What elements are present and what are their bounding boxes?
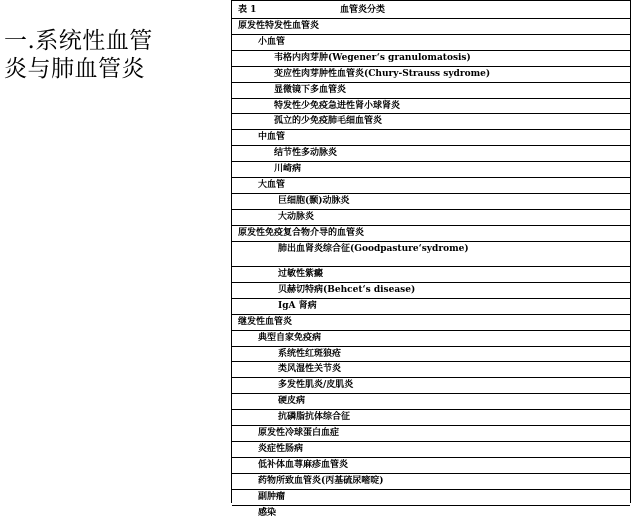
table-row xyxy=(232,361,630,377)
slide-title xyxy=(4,27,204,83)
slide-title-line2: 炎与肺血管炎 xyxy=(4,55,204,83)
table-row xyxy=(232,282,630,298)
table-row xyxy=(232,82,630,98)
table-row xyxy=(232,314,630,330)
table-row xyxy=(232,209,630,225)
table-row-label: 显微镜下多血管炎 xyxy=(274,83,346,97)
table-row xyxy=(232,441,630,457)
table-row-label: 感染 xyxy=(258,506,276,520)
table-row xyxy=(232,241,630,266)
table-row-label: 炎症性肠病 xyxy=(258,442,303,456)
table-row xyxy=(232,18,630,34)
table-row-label: 原发性免疫复合物介导的血管炎 xyxy=(238,226,364,240)
table-row-label: 巨细胞(颞)动脉炎 xyxy=(278,194,350,208)
table-row xyxy=(232,177,630,193)
vasculitis-classification-table xyxy=(231,0,631,503)
table-row xyxy=(232,346,630,362)
table-caption-number: 表 1 xyxy=(238,3,256,17)
table-row-label: 类风湿性关节炎 xyxy=(278,362,341,376)
table-caption-title: 血管炎分类 xyxy=(340,3,385,17)
table-row xyxy=(232,266,630,282)
table-row xyxy=(232,473,630,489)
table-row xyxy=(232,145,630,161)
table-row xyxy=(232,330,630,346)
slide-title-line1: 一.系统性血管 xyxy=(4,27,204,55)
table-row xyxy=(232,489,630,505)
table-row xyxy=(232,129,630,145)
table-row-label: 大动脉炎 xyxy=(278,210,314,224)
table-row xyxy=(232,161,630,177)
table-row-label: 大血管 xyxy=(258,178,285,192)
table-row xyxy=(232,50,630,66)
table-row-label: 系统性红斑狼疮 xyxy=(278,347,341,361)
table-row xyxy=(232,377,630,393)
table-row-label: 肺出血肾炎综合征(Goodpasture‘sydrome) xyxy=(278,242,469,256)
table-row-label: 韦格内肉芽肿(Wegener‘s granulomatosis) xyxy=(274,51,471,65)
table-row-label: 多发性肌炎/皮肌炎 xyxy=(278,378,353,392)
table-row xyxy=(232,193,630,209)
table-row-label: 孤立的少免疫肺毛细血管炎 xyxy=(274,114,382,128)
table-row xyxy=(232,457,630,473)
table-row-label: 川崎病 xyxy=(274,162,301,176)
table-row-label: 中血管 xyxy=(258,130,285,144)
table-row-label: IgA 肾病 xyxy=(278,299,317,313)
table-row-label: 典型自家免疫病 xyxy=(258,331,321,345)
table-row xyxy=(232,425,630,441)
table-row-label: 原发性冷球蛋白血症 xyxy=(258,426,339,440)
table-row-label: 特发性少免疫急进性肾小球肾炎 xyxy=(274,99,400,113)
table-row xyxy=(232,298,630,314)
table-row-label: 结节性多动脉炎 xyxy=(274,146,337,160)
table-row-label: 过敏性紫癜 xyxy=(278,267,323,281)
table-row-label: 副肿瘤 xyxy=(258,490,285,504)
table-row xyxy=(232,393,630,409)
table-row-label: 继发性血管炎 xyxy=(238,315,292,329)
table-row xyxy=(232,34,630,50)
table-row-label: 变应性肉芽肿性血管炎(Chury-Strauss sydrome) xyxy=(274,67,490,81)
table-row-label: 药物所致血管炎(丙基硫尿嘧啶) xyxy=(258,474,384,488)
table-caption-row xyxy=(232,0,630,18)
table-row-label: 贝赫切特病(Behcet‘s disease) xyxy=(278,283,415,297)
table-row xyxy=(232,505,630,520)
table-row-label: 低补体血荨麻疹血管炎 xyxy=(258,458,348,472)
table-row xyxy=(232,98,630,114)
table-row xyxy=(232,66,630,82)
table-row xyxy=(232,409,630,425)
table-row-label: 小血管 xyxy=(258,35,285,49)
table-row xyxy=(232,225,630,241)
table-row-label: 抗磷脂抗体综合征 xyxy=(278,410,350,424)
table-row-label: 原发性特发性血管炎 xyxy=(238,19,319,33)
table-row-label: 硬皮病 xyxy=(278,394,305,408)
table-row xyxy=(232,113,630,129)
